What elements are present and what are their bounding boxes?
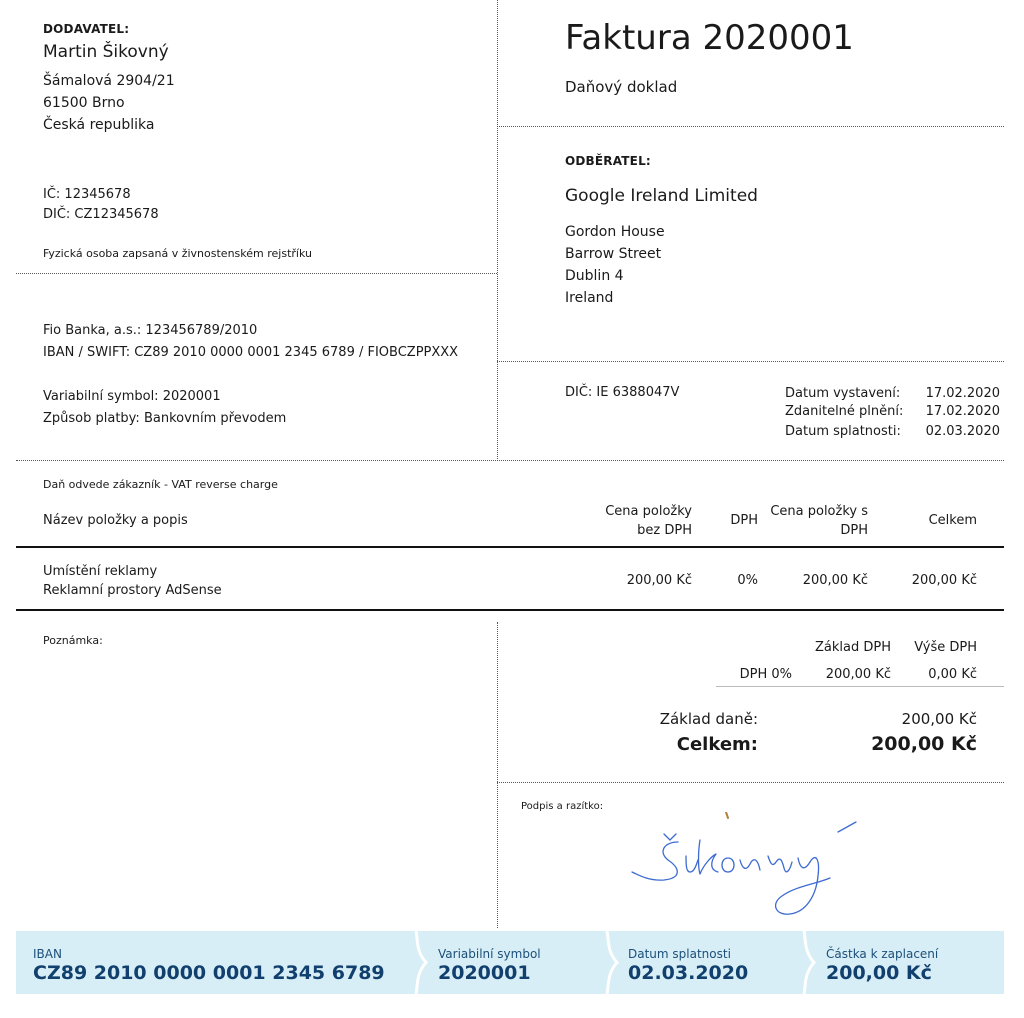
footer-due-value: 02.03.2020 xyxy=(628,962,749,984)
divider-header-bottom xyxy=(16,460,1004,461)
summary-rate-vat: 0,00 Kč xyxy=(928,667,977,682)
supplier-dic: DIČ: CZ12345678 xyxy=(43,207,159,222)
footer-separator-3 xyxy=(802,931,816,994)
invoice-subtitle: Daňový doklad xyxy=(565,78,678,96)
divider-summary-signature xyxy=(497,782,1004,783)
date-taxable-value: 17.02.2020 xyxy=(925,404,1000,419)
supplier-street: Šámalová 2904/21 xyxy=(43,73,175,89)
footer-amount xyxy=(826,931,996,994)
tax-base-value: 200,00 Kč xyxy=(901,710,977,728)
signature-label: Podpis a razítko: xyxy=(521,801,604,812)
reverse-charge-note: Daň odvede zákazník - VAT reverse charge xyxy=(43,478,278,491)
customer-line4: Ireland xyxy=(565,290,614,306)
summary-rate-label: DPH 0% xyxy=(739,667,792,682)
col-header-vat: DPH xyxy=(730,513,758,528)
footer-amount-label: Částka k zaplacení xyxy=(826,947,939,961)
bank-payment-method: Způsob platby: Bankovním převodem xyxy=(43,411,287,426)
item-price-net: 200,00 Kč xyxy=(626,573,692,588)
customer-line1: Gordon House xyxy=(565,224,665,240)
divider-bottom-vertical xyxy=(497,622,498,928)
customer-heading: ODBĚRATEL: xyxy=(565,154,651,168)
footer-iban-label: IBAN xyxy=(33,947,62,961)
date-due-label: Datum splatnosti: xyxy=(785,424,901,439)
supplier-heading: DODAVATEL: xyxy=(43,22,130,36)
footer-amount-value: 200,00 Kč xyxy=(826,962,932,984)
summary-rate-underline xyxy=(716,686,1004,687)
item-vat: 0% xyxy=(737,573,758,588)
item-total: 200,00 Kč xyxy=(911,573,977,588)
footer-iban-value: CZ89 2010 0000 0001 2345 6789 xyxy=(33,962,385,984)
col-header-price-net-1: Cena položky xyxy=(605,504,692,519)
footer-due-date xyxy=(628,931,808,994)
summary-col-vat: Výše DPH xyxy=(914,640,977,655)
supplier-name: Martin Šikovný xyxy=(43,42,169,62)
customer-name: Google Ireland Limited xyxy=(565,186,758,206)
customer-dic: DIČ: IE 6388047V xyxy=(565,385,680,400)
footer-vs-label: Variabilní symbol xyxy=(438,947,541,961)
date-due-value: 02.03.2020 xyxy=(925,424,1000,439)
signature-image xyxy=(620,812,870,922)
note-label: Poznámka: xyxy=(43,634,103,647)
customer-line2: Barrow Street xyxy=(565,246,662,262)
supplier-registration: Fyzická osoba zapsaná v živnostenském rejstříku xyxy=(43,247,312,260)
supplier-ic: IČ: 12345678 xyxy=(43,187,131,202)
footer-due-label: Datum splatnosti xyxy=(628,947,731,961)
item-description: Reklamní prostory AdSense xyxy=(43,583,222,598)
invoice-title: Faktura 2020001 xyxy=(565,18,854,58)
col-header-price-gross-2: DPH xyxy=(840,523,868,538)
supplier-country: Česká republika xyxy=(43,117,155,133)
col-header-name: Název položky a popis xyxy=(43,513,188,528)
summary-col-base: Základ DPH xyxy=(815,640,891,655)
bank-account: Fio Banka, a.s.: 123456789/2010 xyxy=(43,323,258,338)
date-taxable-label: Zdanitelné plnění: xyxy=(785,404,904,419)
divider-left-supplier xyxy=(16,273,497,274)
item-name: Umístění reklamy xyxy=(43,564,158,579)
col-header-total: Celkem xyxy=(928,513,977,528)
footer-iban xyxy=(33,931,413,994)
table-header-rule xyxy=(16,546,1004,548)
footer-separator-1 xyxy=(414,931,428,994)
footer-separator-2 xyxy=(605,931,619,994)
supplier-city: 61500 Brno xyxy=(43,95,125,111)
grand-total-value: 200,00 Kč xyxy=(871,733,977,755)
footer-variable-symbol xyxy=(438,931,608,994)
col-header-price-gross-1: Cena položky s xyxy=(770,504,868,519)
date-issued-label: Datum vystavení: xyxy=(785,386,901,401)
bank-iban-swift: IBAN / SWIFT: CZ89 2010 0000 0001 2345 6789 / FIOBCZPPXXX xyxy=(43,345,459,360)
footer-vs-value: 2020001 xyxy=(438,962,531,984)
summary-rate-base: 200,00 Kč xyxy=(825,667,891,682)
date-issued-value: 17.02.2020 xyxy=(925,386,1000,401)
customer-line3: Dublin 4 xyxy=(565,268,624,284)
payment-footer xyxy=(16,931,1004,994)
table-bottom-rule xyxy=(16,609,1004,611)
item-price-gross: 200,00 Kč xyxy=(802,573,868,588)
divider-right-customer xyxy=(497,361,1004,362)
tax-base-label: Základ daně: xyxy=(659,710,758,728)
col-header-price-net-2: bez DPH xyxy=(637,523,692,538)
divider-right-title xyxy=(497,126,1004,127)
grand-total-label: Celkem: xyxy=(676,734,758,755)
divider-top-vertical xyxy=(497,0,498,459)
bank-variable-symbol: Variabilní symbol: 2020001 xyxy=(43,389,221,404)
